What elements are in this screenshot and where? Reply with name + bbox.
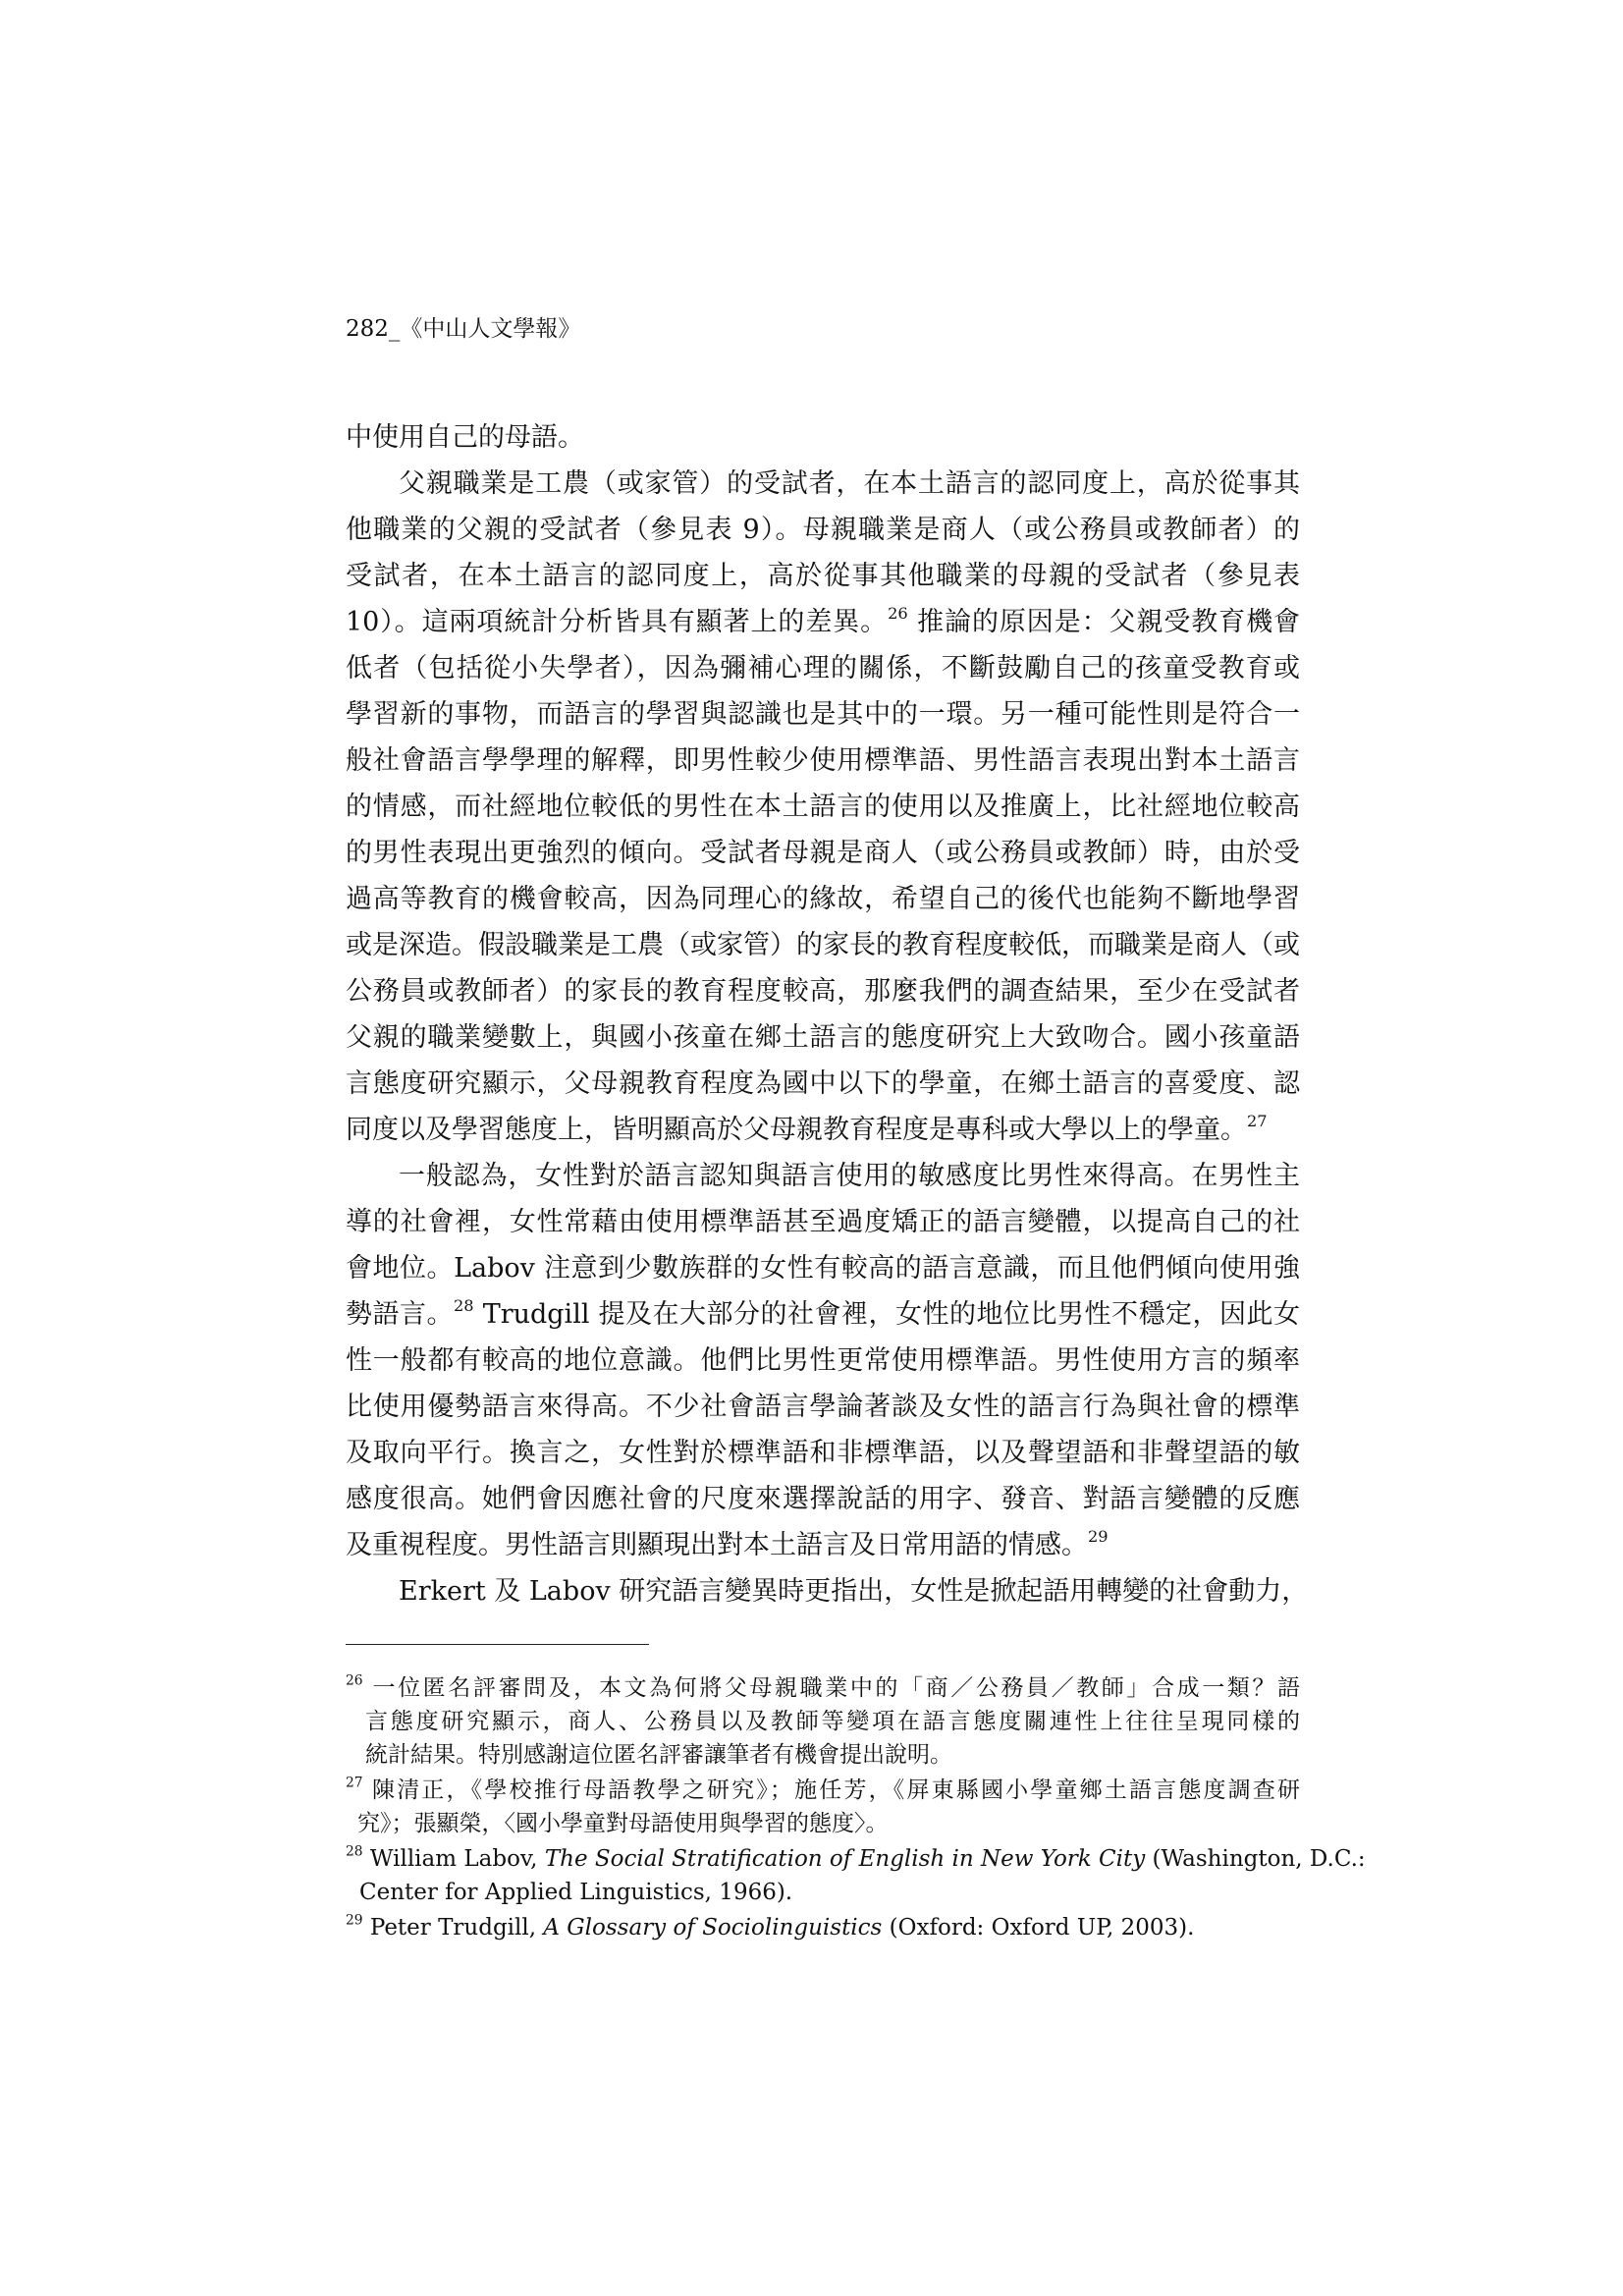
footnote-text: 一位匿名評審問及，本文為何將父母親職業中的「商／公務員／教師」合成一類？語 (362, 1675, 1300, 1701)
body-line: 導的社會裡，女性常藉由使用標準語甚至過度矯正的語言變體，以提高自己的社 (346, 1207, 1300, 1237)
body-line: 一般認為，女性對於語言認知與語言使用的敏感度比男性來得高。在男性主 (399, 1161, 1300, 1191)
body-line (346, 599, 1300, 645)
body-line-segment: 推論的原因是：父親受教育機會 (907, 607, 1300, 637)
footnote-line: Center for Applied Linguistics, 1966). (359, 1880, 793, 1905)
body-line: 受試者，在本土語言的認同度上，高於從事其他職業的母親的受試者（參見表 (346, 561, 1300, 591)
footnote-line (346, 1671, 1300, 1705)
footnote-line (346, 1842, 1366, 1876)
footnote-29 (346, 1911, 1300, 1944)
footnote-line: 統計結果。特別感謝這位匿名評審讓筆者有機會提出說明。 (365, 1742, 952, 1768)
footnote-publication: (Oxford: Oxford UP, 2003). (882, 1915, 1195, 1941)
body-line-segment: 及重視程度。男性語言則顯現出對本土語言及日常用語的情感。 (346, 1530, 1088, 1560)
body-line: 性一般都有較高的地位意識。他們比男性更常使用標準語。男性使用方言的頻率 (346, 1345, 1300, 1376)
footnote-author: William Labov, (362, 1846, 545, 1872)
footnote-line: 言態度研究顯示，商人、公務員以及教師等變項在語言態度關連性上往往呈現同樣的 (365, 1709, 1300, 1734)
book-title: The Social Stratification of English in New York City (544, 1846, 1146, 1872)
body-line: 中使用自己的母語。 (346, 422, 584, 453)
body-line-segment: 勢語言。 (346, 1299, 454, 1330)
body-line: 會地位。Labov 注意到少數族群的女性有較高的語言意識，而且他們傾向使用強 (346, 1253, 1300, 1284)
footnote-ref: 28 (454, 1295, 474, 1315)
body-line (346, 1522, 1300, 1568)
body-line (346, 1107, 1300, 1153)
footnote-line (346, 1911, 1300, 1944)
body-line: 父親的職業變數上，與國小孩童在鄉土語言的態度研究上大致吻合。國小孩童語 (346, 1022, 1300, 1053)
footnote-number: 27 (346, 1775, 363, 1791)
footnote-text: 陳清正，《學校推行母語教學之研究》；施任芳，《屏東縣國小學童鄉土語言態度調查研 (362, 1777, 1300, 1803)
body-line-segment: Trudgill 提及在大部分的社會裡，女性的地位比男性不穩定，因此女 (473, 1299, 1300, 1330)
body-line: 公務員或教師者）的家長的教育程度較高，那麼我們的調查結果，至少在受試者 (346, 976, 1300, 1007)
footnote-line: 究》；張顯榮，〈國小學童對母語使用與學習的態度〉。 (357, 1811, 889, 1836)
body-line: 學習新的事物，而語言的學習與認識也是其中的一環。另一種可能性則是符合一 (346, 699, 1300, 730)
body-line: 過高等教育的機會較高，因為同理心的緣故，希望自己的後代也能夠不斷地學習 (346, 884, 1300, 914)
journal-title: 《中山人文學報》 (400, 316, 581, 342)
header-separator: _ (388, 316, 401, 342)
footnote-publication: (Washington, D.C.: (1145, 1846, 1366, 1872)
body-line: 的情感，而社經地位較低的男性在本土語言的使用以及推廣上，比社經地位較高 (346, 792, 1300, 822)
body-line: 比使用優勢語言來得高。不少社會語言學論著談及女性的語言行為與社會的標準 (346, 1392, 1300, 1422)
body-line: 感度很高。她們會因應社會的尺度來選擇說話的用字、發音、對語言變體的反應 (346, 1484, 1300, 1514)
footnote-26 (346, 1671, 1300, 1772)
body-line: 他職業的父親的受試者（參見表 9）。母親職業是商人（或公務員或教師者）的 (346, 515, 1300, 545)
body-line: 低者（包括從小失學者），因為彌補心理的關係，不斷鼓勵自己的孩童受教育或 (346, 653, 1300, 683)
body-line-segment: 10）。這兩項統計分析皆具有顯著上的差異。 (346, 607, 889, 637)
body-line: 的男性表現出更強烈的傾向。受試者母親是商人（或公務員或教師）時，由於受 (346, 838, 1300, 868)
footnote-line (346, 1774, 1300, 1807)
body-line: 及取向平行。換言之，女性對於標準語和非標準語，以及聲望語和非聲望語的敏 (346, 1438, 1300, 1468)
body-line (346, 1291, 1300, 1338)
body-line-segment: 同度以及學習態度上，皆明顯高於父母親教育程度是專科或大學以上的學童。 (346, 1115, 1247, 1145)
footnote-number: 26 (346, 1672, 363, 1689)
body-line: Erkert 及 Labov 研究語言變異時更指出，女性是掀起語用轉變的社會動力， (399, 1576, 1309, 1607)
footnote-ref: 26 (888, 603, 908, 623)
footnote-ref: 27 (1247, 1111, 1268, 1130)
footnote-number: 29 (346, 1912, 363, 1929)
body-line: 般社會語言學學理的解釋，即男性較少使用標準語、男性語言表現出對本土語言 (346, 745, 1300, 776)
footnote-ref: 29 (1088, 1526, 1109, 1546)
footnote-27 (346, 1774, 1300, 1840)
body-line: 或是深造。假設職業是工農（或家管）的家長的教育程度較低，而職業是商人（或 (346, 930, 1300, 960)
body-text (346, 414, 1309, 1614)
footnotes (346, 1671, 1366, 1946)
book-title: A Glossary of Sociolinguistics (543, 1915, 883, 1941)
body-line: 言態度研究顯示，父母親教育程度為國中以下的學童，在鄉土語言的喜愛度、認 (346, 1068, 1300, 1099)
footnote-rule (346, 1644, 649, 1645)
body-line: 父親職業是工農（或家管）的受試者，在本土語言的認同度上，高於從事其 (399, 468, 1300, 499)
page-number: 282 (346, 316, 389, 342)
footnote-28 (346, 1842, 1366, 1909)
footnote-author: Peter Trudgill, (362, 1915, 544, 1941)
running-header (346, 311, 580, 347)
footnote-number: 28 (346, 1843, 363, 1860)
